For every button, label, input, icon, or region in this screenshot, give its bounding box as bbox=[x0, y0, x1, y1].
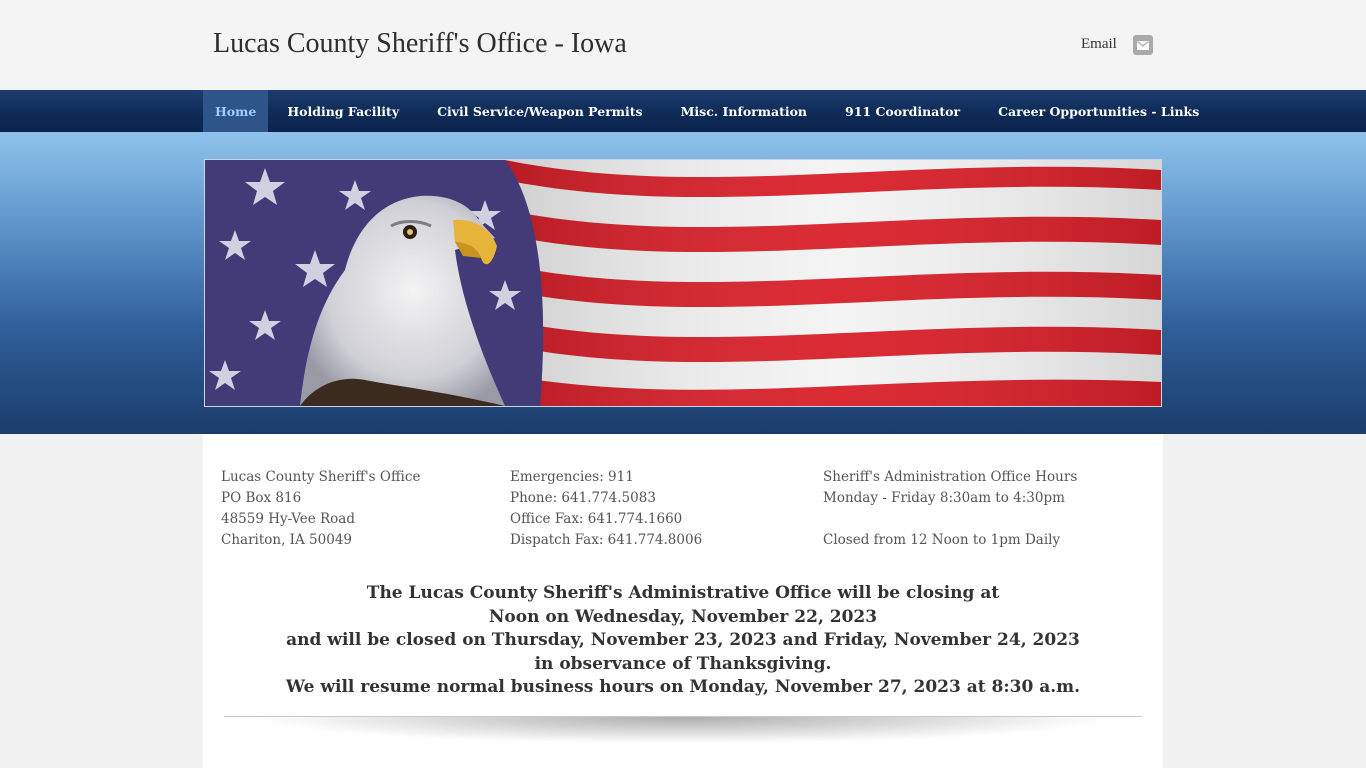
eagle-flag-illustration bbox=[205, 160, 1161, 406]
street-address: 48559 Hy-Vee Road bbox=[221, 511, 355, 527]
banner-image bbox=[204, 159, 1162, 407]
office-name: Lucas County Sheriff's Office bbox=[221, 469, 421, 485]
holiday-notice bbox=[203, 582, 1163, 700]
site-title[interactable]: Lucas County Sheriff's Office - Iowa bbox=[213, 28, 627, 59]
phone-block bbox=[510, 467, 702, 551]
notice-line: Noon on Wednesday, November 22, 2023 bbox=[488, 606, 878, 627]
spacer bbox=[823, 509, 1077, 530]
nav-menu bbox=[203, 90, 1218, 132]
phone-number: Phone: 641.774.5083 bbox=[510, 490, 656, 506]
hours-title: Sheriff's Administration Office Hours bbox=[823, 469, 1078, 485]
envelope-glyph bbox=[1137, 41, 1149, 50]
main-navigation bbox=[0, 90, 1366, 132]
dispatch-fax-number: Dispatch Fax: 641.774.8006 bbox=[510, 532, 703, 548]
site-header bbox=[0, 0, 1366, 90]
nav-item-civil-service[interactable]: Civil Service/Weapon Permits bbox=[437, 103, 643, 119]
city-state-zip: Chariton, IA 50049 bbox=[221, 532, 352, 548]
hours-block bbox=[823, 467, 1077, 551]
nav-item-career-opportunities[interactable]: Career Opportunities - Links bbox=[998, 103, 1200, 119]
notice-line: in observance of Thanksgiving. bbox=[534, 653, 832, 674]
nav-item-misc-information[interactable]: Misc. Information bbox=[680, 103, 808, 119]
nav-item-911-coordinator[interactable]: 911 Coordinator bbox=[845, 103, 961, 119]
weekday-hours: Monday - Friday 8:30am to 4:30pm bbox=[823, 490, 1065, 506]
envelope-icon[interactable] bbox=[1133, 35, 1153, 55]
notice-line: We will resume normal business hours on Monday, November 27, 2023 at 8:30 a.m. bbox=[285, 677, 1081, 697]
office-fax-number: Office Fax: 641.774.1660 bbox=[510, 511, 683, 527]
lunch-closure: Closed from 12 Noon to 1pm Daily bbox=[823, 532, 1061, 548]
main-content bbox=[203, 434, 1163, 768]
nav-item-home[interactable]: Home bbox=[203, 90, 268, 132]
divider-shadow bbox=[263, 717, 1103, 743]
po-box: PO Box 816 bbox=[221, 490, 302, 506]
notice-line: and will be closed on Thursday, November 23, 2023 and Friday, November 24, 2023 bbox=[286, 630, 1080, 650]
flag-stripes bbox=[505, 160, 1161, 406]
notice-line: The Lucas County Sheriff's Administrative Office will be closing at bbox=[366, 583, 1000, 603]
emergencies-number: Emergencies: 911 bbox=[510, 469, 634, 485]
address-block bbox=[221, 467, 420, 551]
nav-item-holding-facility[interactable]: Holding Facility bbox=[287, 103, 400, 119]
email-link[interactable]: Email bbox=[1081, 36, 1117, 52]
